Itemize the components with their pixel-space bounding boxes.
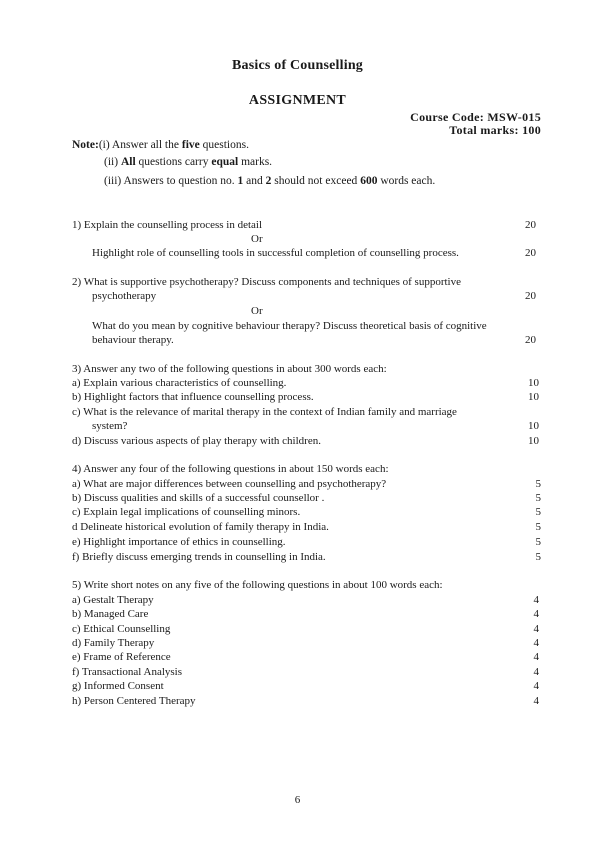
marks: 5: [535, 551, 541, 563]
note-line-i: [72, 139, 249, 151]
question-3a: a) Explain various characteristics of counselling.: [72, 377, 287, 389]
note-text: (ii): [104, 156, 121, 168]
marks: 5: [535, 492, 541, 504]
question-1-alt: Highlight role of counselling tools in successful completion of counselling process.: [92, 247, 459, 259]
marks: 4: [533, 651, 539, 663]
question-4-intro: 4) Answer any four of the following questions in about 150 words each:: [72, 463, 389, 475]
marks: 4: [533, 637, 539, 649]
question-5-intro: 5) Write short notes on any five of the following questions in about 100 words each:: [72, 579, 443, 591]
note-label: Note:: [72, 139, 99, 151]
note-text: questions.: [199, 139, 249, 151]
marks: 4: [533, 666, 539, 678]
question-2-alt-cont: behaviour therapy.: [92, 334, 174, 346]
marks: 4: [533, 623, 539, 635]
question-5a: a) Gestalt Therapy: [72, 594, 154, 606]
marks: 10: [528, 391, 539, 403]
question-3d: d) Discuss various aspects of play therapy with children.: [72, 435, 321, 447]
marks: 20: [525, 334, 536, 346]
question-4f: f) Briefly discuss emerging trends in counselling in India.: [72, 551, 326, 563]
question-4e: e) Highlight importance of ethics in counselling.: [72, 536, 286, 548]
marks: 4: [533, 594, 539, 606]
note-text: and: [243, 175, 266, 187]
marks: 4: [533, 695, 539, 707]
note-text: should not exceed: [271, 175, 361, 187]
question-5e: e) Frame of Reference: [72, 651, 171, 663]
marks: 20: [525, 247, 536, 259]
note-text: (i) Answer all the: [98, 139, 182, 151]
page-title: Basics of Counselling: [232, 58, 363, 73]
marks: 5: [535, 521, 541, 533]
marks: 10: [528, 435, 539, 447]
question-2-cont: psychotherapy: [92, 290, 157, 302]
question-4b: b) Discuss qualities and skills of a successful counsellor .: [72, 492, 325, 504]
note-emphasis: 1: [237, 175, 244, 187]
question-3-intro: 3) Answer any two of the following questions in about 300 words each:: [72, 363, 387, 375]
marks: 10: [528, 377, 539, 389]
question-4d: d Delineate historical evolution of family therapy in India.: [72, 521, 329, 533]
page-number: 6: [294, 794, 301, 806]
question-5f: f) Transactional Analysis: [72, 666, 182, 678]
note-text: questions carry: [135, 156, 212, 168]
question-5d: d) Family Therapy: [72, 637, 155, 649]
marks: 5: [535, 536, 541, 548]
question-3c: c) What is the relevance of marital therapy in the context of Indian family and marriage: [72, 406, 457, 418]
marks: 5: [535, 478, 541, 490]
question-4c: c) Explain legal implications of counselling minors.: [72, 506, 301, 518]
question-5g: g) Informed Consent: [72, 680, 164, 692]
assignment-heading: ASSIGNMENT: [248, 93, 347, 108]
note-emphasis: equal: [211, 156, 239, 168]
course-code: Course Code: MSW-015: [410, 110, 541, 124]
question-5h: h) Person Centered Therapy: [72, 695, 196, 707]
note-text: marks.: [238, 156, 273, 168]
marks: 20: [525, 219, 536, 231]
question-3b: b) Highlight factors that influence counselling process.: [72, 391, 314, 403]
marks: 4: [533, 680, 539, 692]
marks: 20: [525, 290, 536, 302]
question-4a: a) What are major differences between counselling and psychotherapy?: [72, 478, 387, 490]
question-2-alt: What do you mean by cognitive behaviour therapy? Discuss theoretical basis of cognitive: [92, 320, 487, 332]
total-marks: Total marks: 100: [449, 123, 541, 137]
question-1: 1) Explain the counselling process in detail: [72, 219, 263, 231]
note-line-ii: [104, 156, 272, 168]
marks: 4: [533, 608, 539, 620]
note-emphasis: five: [181, 139, 200, 151]
or-separator: Or: [251, 305, 263, 317]
question-3c-cont: system?: [92, 420, 128, 432]
question-5b: b) Managed Care: [72, 608, 149, 620]
note-emphasis: 2: [265, 175, 272, 187]
note-line-iii: [104, 175, 435, 187]
marks: 10: [528, 420, 539, 432]
marks: 5: [535, 506, 541, 518]
note-emphasis: 600: [360, 175, 378, 187]
note-text: words each.: [377, 175, 436, 187]
note-text: (iii) Answers to question no.: [104, 175, 238, 187]
or-separator: Or: [251, 233, 263, 245]
question-2: 2) What is supportive psychotherapy? Discuss components and techniques of supportive: [72, 276, 461, 288]
note-emphasis: All: [120, 156, 136, 168]
question-5c: c) Ethical Counselling: [72, 623, 171, 635]
